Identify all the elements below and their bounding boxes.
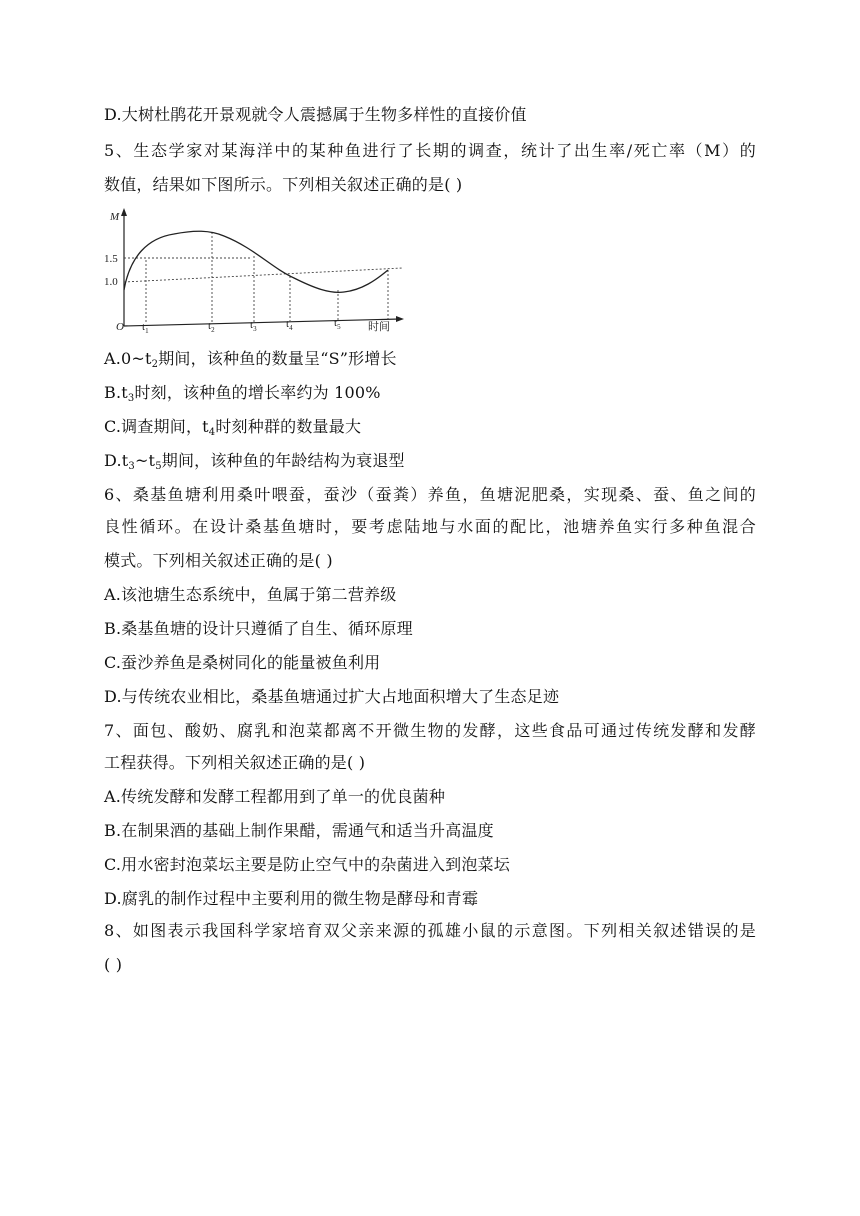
t1-label: $t_1$ [142,321,149,335]
q5-stem-line-2: 数值，结果如下图所示。下列相关叙述正确的是( ) [104,175,463,194]
q7-stem-line-1: 7、面包、酸奶、腐乳和泡菜都离不开微生物的发酵，这些食品可通过传统发酵和发酵 [104,721,756,740]
q7-option-a: A.传统发酵和发酵工程都用到了单一的优良菌种 [104,787,446,806]
y-axis-label: M [110,211,120,223]
x-axis-arrow [396,316,404,322]
q7-stem-line-2: 工程获得。下列相关叙述正确的是( ) [104,753,366,772]
q5-stem-line-1: 5、生态学家对某海洋中的某种鱼进行了长期的调查，统计了出生率/死亡率（M）的 [104,141,756,160]
q6-stem-line-3: 模式。下列相关叙述正确的是( ) [104,551,333,570]
y-tick-1-5: 1.5 [104,253,118,265]
m-value-curve [124,231,388,292]
q6-option-d: D.与传统农业相比，桑基鱼塘通过扩大占地面积增大了生态足迹 [104,687,560,706]
q8-stem-line-2: ( ) [104,955,123,974]
q7-option-b: B.在制果酒的基础上制作果醋，需通气和适当升高温度 [104,821,494,840]
t5-label: $t_5$ [334,317,341,331]
t2-label: $t_2$ [208,320,215,334]
q6-option-c: C.蚕沙养鱼是桑树同化的能量被鱼利用 [104,653,381,672]
q6-option-a: A.该池塘生态系统中，鱼属于第二营养级 [104,585,397,604]
q6-stem-line-2: 良性循环。在设计桑基鱼塘时，要考虑陆地与水面的配比，池塘养鱼实行多种鱼混合 [104,517,756,536]
q5-option-d: $D.t_3\sim t_5$期间，该种鱼的年龄结构为衰退型 [104,451,405,472]
q5-option-a: $A.0\sim t_2$期间，该种鱼的数量呈“S”形增长 [104,349,397,370]
t3-label: $t_3$ [250,319,257,333]
q5-option-b: $B.t_3$时刻，该种鱼的增长率约为 100% [104,383,381,404]
q4-option-d: D.大树杜鹃花开景观就令人震撼属于生物多样性的直接价值 [104,105,527,124]
t4-label: $t_4$ [286,318,293,332]
q7-option-c: C.用水密封泡菜坛主要是防止空气中的杂菌进入到泡菜坛 [104,855,510,874]
q5-option-c: C.调查期间，$t_4$时刻种群的数量最大 [104,417,362,438]
q6-option-b: B.桑基鱼塘的设计只遵循了自生、循环原理 [104,619,413,638]
q7-option-d: D.腐乳的制作过程中主要利用的微生物是酵母和青霉 [104,889,479,908]
q6-stem-line-1: 6、桑基鱼塘利用桑叶喂蚕，蚕沙（蚕粪）养鱼，鱼塘泥肥桑，实现桑、蚕、鱼之间的 [104,485,756,504]
level-1-0-guide [124,268,402,282]
q5-birth-death-ratio-graph [104,206,414,336]
x-axis [124,319,400,326]
graph-svg [104,206,414,336]
q8-stem-line-1: 8、如图表示我国科学家培育双父亲来源的孤雄小鼠的示意图。下列相关叙述错误的是 [104,921,756,940]
y-tick-1-0: 1.0 [104,276,118,288]
y-axis-arrow [121,208,127,216]
origin-label: O [116,321,124,333]
x-axis-label: 时间 [368,321,390,333]
